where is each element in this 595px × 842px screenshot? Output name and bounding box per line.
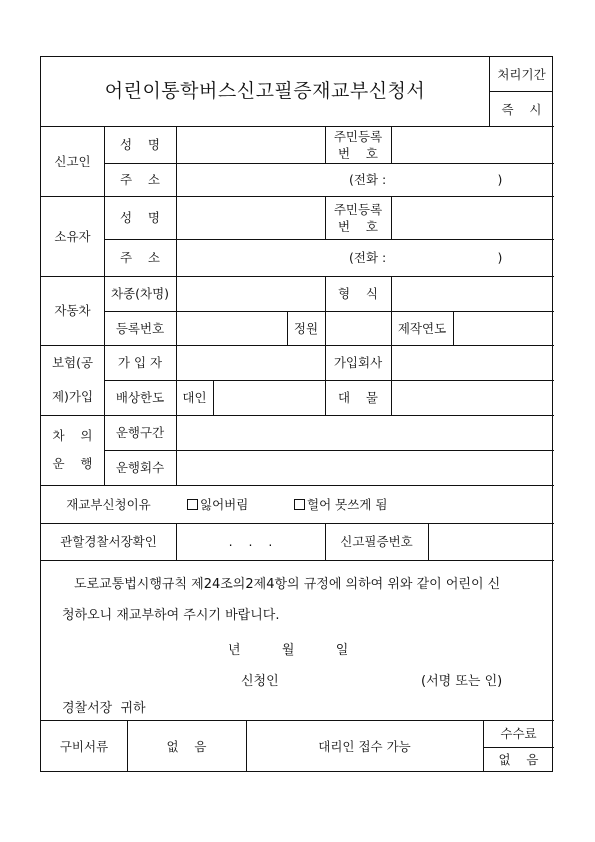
operation-route-field[interactable] — [177, 416, 553, 450]
certificate-number-label: 신고필증번호 — [340, 534, 413, 549]
vehicle-year-label: 제작연도 — [397, 320, 447, 336]
statement-line-2: 청하오니 재교부하여 주시기 바랍니다. — [62, 608, 280, 623]
checkbox-lost[interactable] — [187, 499, 198, 510]
insurance-per-person-field[interactable] — [214, 381, 324, 415]
reason-label: 재교부신청이유 — [66, 496, 151, 512]
insurance-company-label: 가입회사 — [333, 355, 383, 370]
application-form — [40, 56, 553, 772]
insurance-group-label: 보험(공 제)가입 — [51, 355, 94, 404]
operation-count-label: 운행회수 — [115, 460, 165, 475]
required-docs-label: 구비서류 — [59, 738, 109, 754]
insurance-insurer-field[interactable] — [177, 346, 324, 380]
vehicle-type-label: 차종(차명) — [110, 286, 170, 301]
reason-damaged-label: 헐어 못쓰게 됨 — [307, 497, 388, 512]
operation-count-field[interactable] — [177, 451, 553, 485]
vehicle-reg-field[interactable] — [177, 312, 287, 345]
owner-address-label: 주 소 — [119, 250, 161, 265]
applicant-label: 신청인 — [241, 674, 279, 689]
reason-damaged-option[interactable] — [294, 497, 387, 513]
reporter-name-label: 성 명 — [119, 137, 161, 152]
owner-id-field[interactable] — [392, 197, 553, 239]
owner-name-label: 성 명 — [119, 210, 161, 225]
vehicle-capacity-label: 정원 — [293, 320, 319, 336]
reporter-id-label: 주민등록 번 호 — [333, 128, 383, 161]
police-confirm-date[interactable]: . . . — [228, 534, 273, 549]
insurance-property-label: 대 물 — [337, 390, 379, 405]
fee-label: 수수료 — [500, 726, 537, 741]
reason-lost-label: 잃어버림 — [200, 497, 249, 512]
reason-lost-option[interactable] — [187, 497, 248, 513]
vehicle-model-label: 형 식 — [337, 286, 379, 301]
owner-name-field[interactable] — [177, 197, 324, 239]
vehicle-reg-label: 등록번호 — [115, 320, 165, 336]
reporter-id-field[interactable] — [392, 127, 553, 163]
processing-period-label: 처리기간 — [497, 66, 546, 82]
form-title: 어린이통학버스신고필증재교부신청서 — [104, 80, 426, 102]
reporter-group-label: 신고인 — [54, 153, 91, 169]
statement-line-1: 도로교통법시행규칙 제24조의2제4항의 규정에 의하여 위와 같이 어린이 신 — [74, 577, 501, 592]
vehicle-model-field[interactable] — [392, 277, 553, 311]
operation-group-label: 차 의 운 행 — [52, 428, 93, 471]
fee-value: 없 음 — [498, 752, 539, 767]
insurance-per-person-label: 대인 — [182, 390, 207, 405]
owner-id-label: 주민등록 번 호 — [333, 201, 383, 234]
vehicle-year-field[interactable] — [454, 312, 553, 345]
vehicle-type-field[interactable] — [177, 277, 324, 311]
vehicle-capacity-field[interactable] — [326, 312, 391, 345]
vehicle-group-label: 자동차 — [54, 303, 91, 318]
owner-group-label: 소유자 — [54, 228, 91, 244]
insurance-company-field[interactable] — [392, 346, 553, 380]
addressee: 경찰서장 귀하 — [62, 701, 146, 716]
required-docs-value: 없 음 — [166, 738, 207, 754]
reporter-name-field[interactable] — [177, 127, 324, 163]
application-date[interactable]: 년 월 일 — [228, 643, 349, 658]
insurance-property-field[interactable] — [392, 381, 553, 415]
proxy-note: 대리인 접수 가능 — [318, 738, 411, 754]
processing-period-value: 즉 시 — [501, 101, 542, 117]
reporter-address-label: 주 소 — [119, 172, 161, 187]
reporter-phone-label: (전화 : ) — [349, 172, 503, 187]
checkbox-damaged[interactable] — [294, 499, 305, 510]
owner-phone-label: (전화 : ) — [349, 250, 503, 265]
insurance-limit-label: 배상한도 — [115, 390, 165, 405]
insurance-insurer-label: 가 입 자 — [117, 355, 163, 370]
signature-label: (서명 또는 인) — [421, 674, 503, 689]
operation-route-label: 운행구간 — [115, 425, 165, 440]
police-confirm-label: 관할경찰서장확인 — [60, 534, 157, 549]
certificate-number-field[interactable] — [429, 524, 553, 560]
